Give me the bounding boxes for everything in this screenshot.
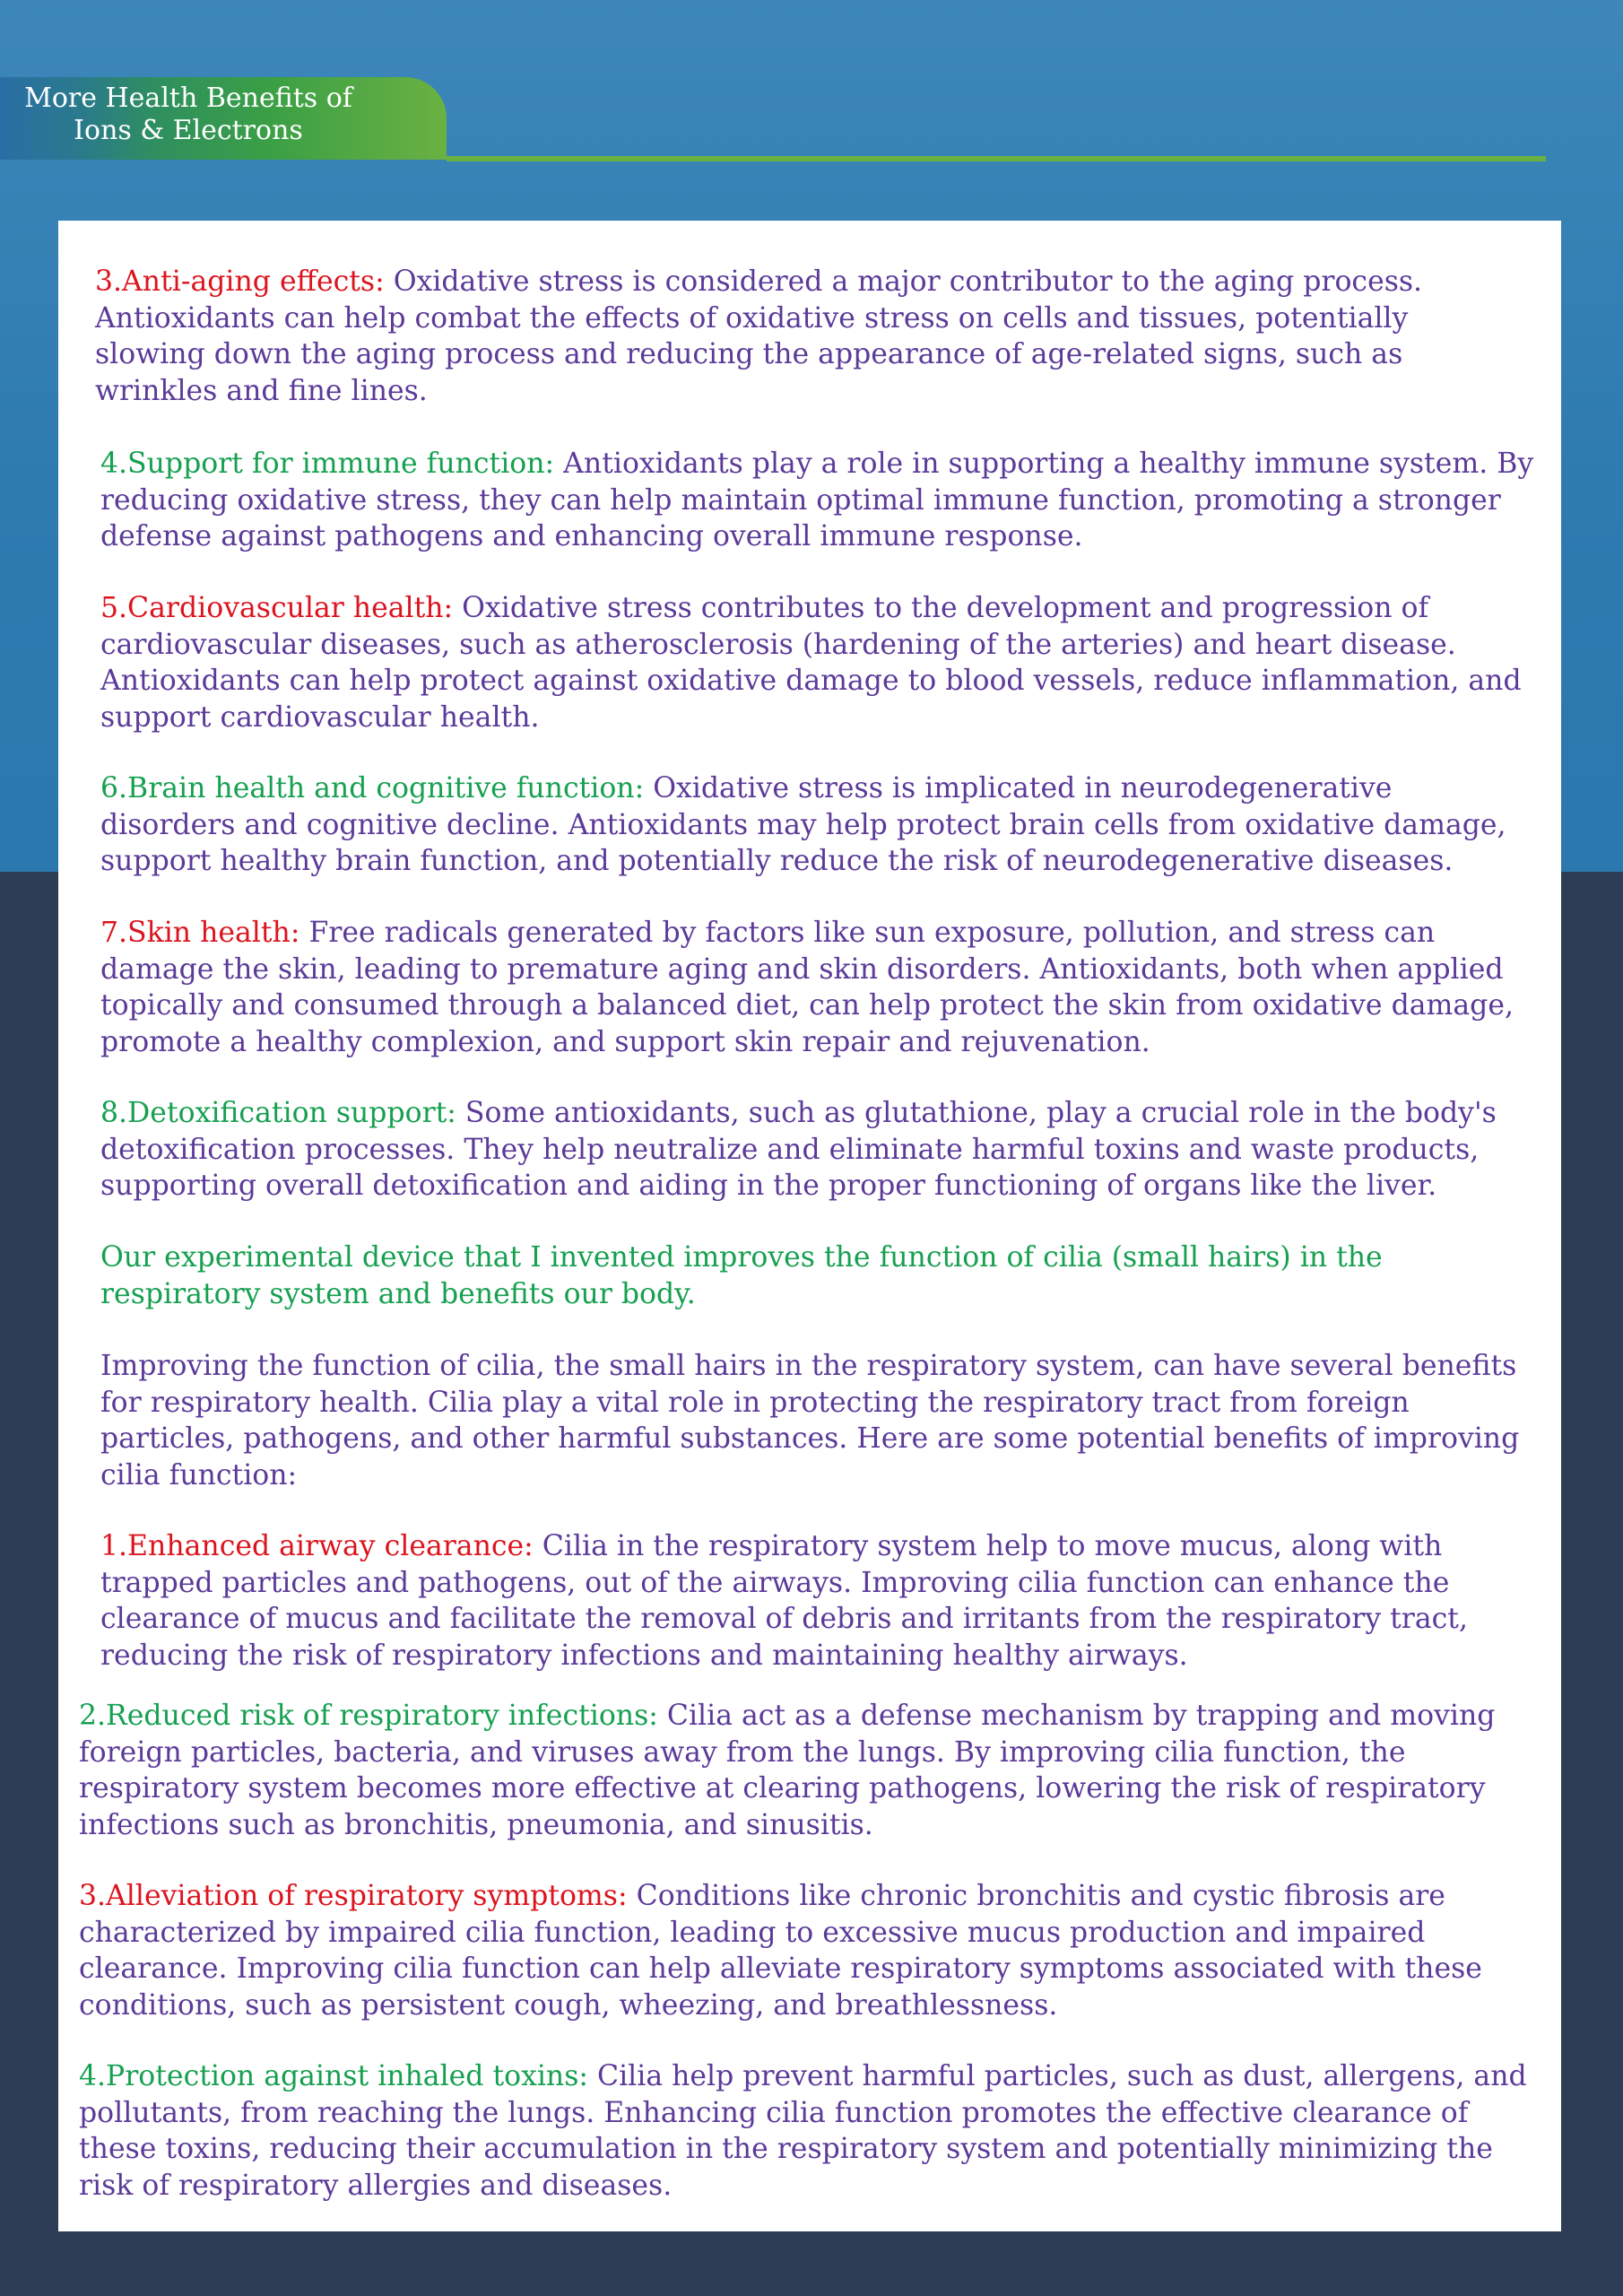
benefit-text: Oxidative stress contributes to the development and progression of cardiovascular diseases, such as atherosclerosis (hardening of the arteries) and heart disease. Antioxidants can help protect against oxidative damage to blood vessels, reduce inflammation, and support cardiovascular health. xyxy=(100,592,1522,734)
benefit-text: Conditions like chronic bronchitis and cystic fibrosis are characterized by impaired cilia function, leading to excessive mucus production and impaired clearance. Improving cilia function can help alleviate respiratory symptoms associated with these conditions, such as persistent cough, wheezing, and breathlessness. xyxy=(79,1880,1482,2022)
page-title-line-2: Ions & Electrons xyxy=(74,115,303,146)
benefit-text: Oxidative stress is implicated in neurodegenerative disorders and cognitive decline. Antioxidants may help protect brain cells from oxidative damage, support healthy brain function, and potentially reduce the risk of neurodegenerative diseases. xyxy=(100,772,1506,877)
benefit-heading: 5.Cardiovascular health: xyxy=(100,592,454,624)
benefit-heading: 1.Enhanced airway clearance: xyxy=(100,1530,534,1562)
benefit-heading: 4.Protection against inhaled toxins: xyxy=(79,2060,588,2092)
benefit-text: Some antioxidants, such as glutathione, play a crucial role in the body's detoxification processes. They help neutralize and eliminate harmful toxins and waste products, supporting overall detoxification and aiding in the proper functioning of organs like the liver. xyxy=(100,1097,1497,1202)
page-title-line-1: More Health Benefits of xyxy=(24,83,352,114)
benefit-heading: 8.Detoxification support: xyxy=(100,1097,456,1129)
benefit-text: Free radicals generated by factors like sun exposure, pollution, and stress can damage the skin, leading to premature aging and skin disorders. Antioxidants, both when applied topically and consumed through a balanced diet, can help protect the skin from oxidative damage, promote a healthy complexion, and support skin repair and rejuvenation. xyxy=(100,917,1514,1058)
header-accent-line xyxy=(447,156,1546,161)
benefit-heading: 4.Support for immune function: xyxy=(100,448,555,480)
benefit-heading: 3.Anti-aging effects: xyxy=(95,265,385,298)
cilia-benefit-symptoms xyxy=(79,1878,1532,2023)
benefit-heading: 2.Reduced risk of respiratory infections: xyxy=(79,1700,658,1732)
page-title xyxy=(0,83,377,147)
benefit-immune-function xyxy=(100,446,1535,555)
benefit-heading: 7.Skin health: xyxy=(100,917,300,949)
cilia-benefit-toxins xyxy=(79,2058,1545,2204)
benefit-text: Cilia in the respiratory system help to move mucus, along with trapped particles and pathogens, out of the airways. Improving cilia function can enhance the clearance of mucus and facilitate the removal of debris and irritants from the respiratory tract, reducing the risk of respiratory infections and maintaining healthy airways. xyxy=(100,1530,1468,1672)
benefit-text: Cilia help prevent harmful particles, such as dust, allergens, and pollutants, from reaching the lungs. Enhancing cilia function promotes the effective clearance of these toxins, reducing their accumulation in the respiratory system and potentially minimizing the risk of respiratory allergies and diseases. xyxy=(79,2060,1527,2202)
benefit-skin-health xyxy=(100,915,1544,1060)
benefit-text: Cilia act as a defense mechanism by trapping and moving foreign particles, bacteria, and viruses away from the lungs. By improving cilia function, the respiratory system becomes more effective at clearing pathogens, lowering the risk of respiratory infections such as bronchitis, pneumonia, and sinusitis. xyxy=(79,1700,1496,1841)
device-intro: Our experimental device that I invented improves the function of cilia (small hairs) in the respiratory system and benefits our body. xyxy=(100,1241,1383,1310)
benefit-cardiovascular xyxy=(100,590,1544,735)
benefit-heading: 3.Alleviation of respiratory symptoms: xyxy=(79,1880,628,1912)
cilia-benefit-airway-clearance xyxy=(100,1528,1535,1674)
cilia-intro: Improving the function of cilia, the small hairs in the respiratory system, can have several benefits for respiratory health. Cilia play a vital role in protecting the respiratory tract from foreign particles, pathogens, and other harmful substances. Here are some potential benefits of improving cilia function: xyxy=(100,1350,1520,1492)
benefit-text: Oxidative stress is considered a major contributor to the aging process. Antioxidants can help combat the effects of oxidative stress on cells and tissues, potentially slowing down the aging process and reducing the appearance of age-related signs, such as wrinkles and fine lines. xyxy=(95,265,1423,407)
benefit-brain-health xyxy=(100,770,1535,880)
cilia-benefit-infections xyxy=(79,1698,1532,1843)
benefit-text: Antioxidants play a role in supporting a healthy immune system. By reducing oxidative stress, they can help maintain optimal immune function, promoting a stronger defense against pathogens and enhancing overall immune response. xyxy=(100,448,1534,552)
benefit-anti-aging xyxy=(95,264,1503,409)
content-card xyxy=(58,221,1561,2231)
benefit-heading: 6.Brain health and cognitive function: xyxy=(100,772,645,804)
benefit-detoxification xyxy=(100,1095,1544,1205)
